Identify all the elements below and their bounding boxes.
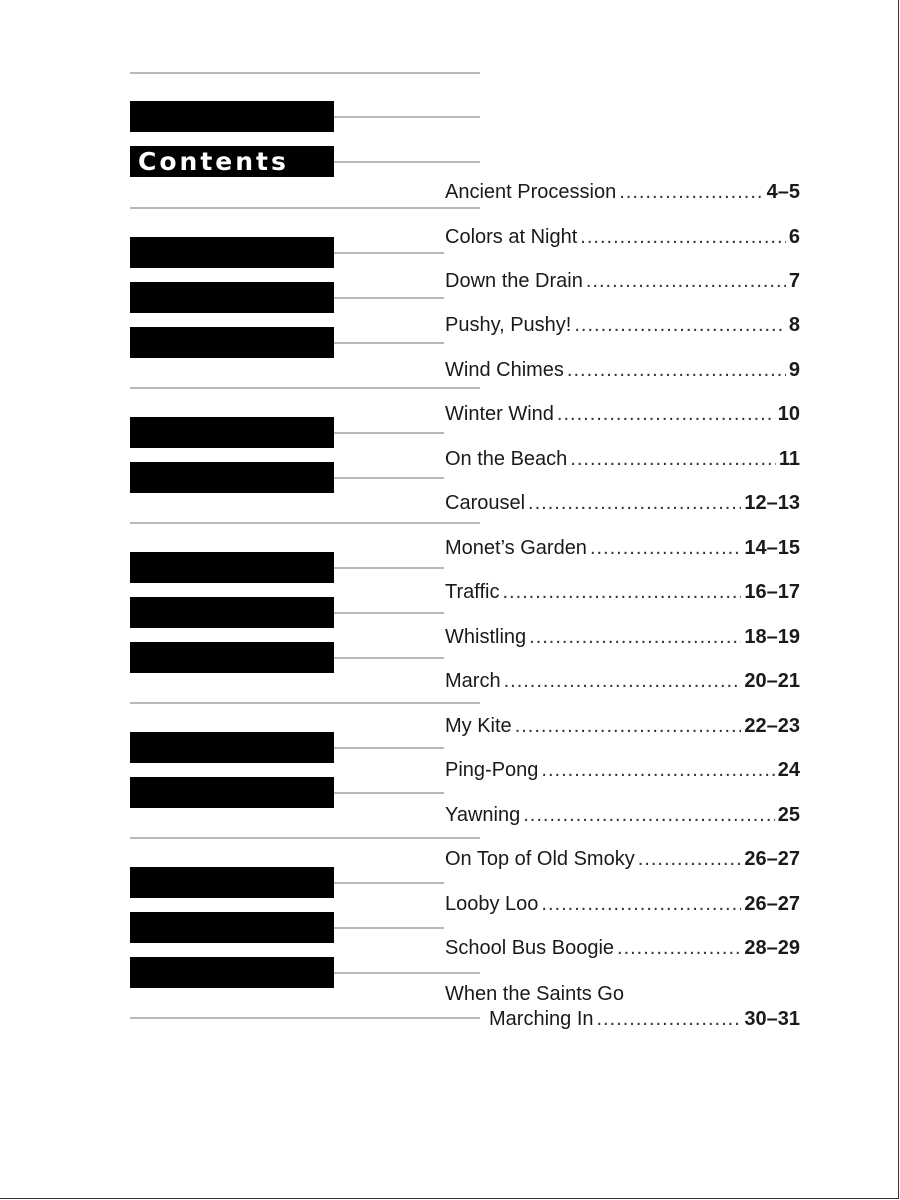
toc-entry[interactable] [445,354,800,386]
toc-entry[interactable] [445,532,800,564]
toc-title: Carousel [445,492,526,514]
toc-entry[interactable] [445,176,800,208]
toc-title: Pushy, Pushy! [445,314,572,336]
toc-page-number: 7 [788,270,800,292]
toc-title-line2: Marching In [489,1008,594,1030]
black-key [130,417,334,448]
toc-entry[interactable] [445,576,800,608]
toc-entry[interactable] [445,309,800,341]
toc-title-line1[interactable]: When the Saints Go [445,983,624,1005]
toc-dot-leader [580,221,786,253]
toc-dot-leader [638,843,742,875]
white-key-line [334,161,480,163]
toc-page-number: 14–15 [744,537,800,559]
toc-entry[interactable] [445,888,800,920]
toc-dot-leader [528,487,741,519]
toc-dot-leader [529,621,741,653]
toc-entry[interactable] [445,799,800,831]
toc-page-number: 28–29 [744,937,800,959]
toc-page-number: 8 [788,314,800,336]
toc-page-number: 12–13 [744,492,800,514]
white-key-line [334,612,444,614]
white-key-line [130,837,480,839]
toc-page-number: 9 [788,359,800,381]
toc-entry[interactable] [445,221,800,253]
toc-title: March [445,670,501,692]
toc-dot-leader [504,665,742,697]
white-key-line [334,747,444,749]
toc-dot-leader [515,710,742,742]
toc-dot-leader [502,576,741,608]
white-key-line [334,927,444,929]
toc-page-number: 10 [777,403,800,425]
toc-entry[interactable] [445,932,800,964]
toc-entry[interactable] [445,487,800,519]
white-key-line [130,387,480,389]
black-key [130,642,334,673]
toc-entry[interactable] [445,621,800,653]
black-key [130,552,334,583]
black-key [130,597,334,628]
toc-entry[interactable] [445,443,800,475]
black-key [130,282,334,313]
toc-title: On the Beach [445,448,568,470]
toc-title: Ancient Procession [445,181,617,203]
toc-dot-leader [619,176,763,208]
toc-entry[interactable] [445,398,800,430]
black-key [130,237,334,268]
toc-dot-leader [590,532,741,564]
toc-page-number: 11 [778,448,800,470]
toc-page-number: 20–21 [744,670,800,692]
toc-title: School Bus Boogie [445,937,615,959]
toc-dot-leader [574,309,786,341]
white-key-line [334,972,480,974]
toc-page-number: 6 [788,226,800,248]
toc-title: Down the Drain [445,270,583,292]
toc-title: Wind Chimes [445,359,564,381]
white-key-line [334,792,444,794]
toc-dot-leader [541,888,741,920]
toc-entry[interactable] [445,843,800,875]
toc-title: Whistling [445,626,527,648]
toc-entry[interactable] [445,754,800,786]
toc-dot-leader [617,932,741,964]
toc-dot-leader [523,799,775,831]
toc-page-number: 26–27 [744,848,800,870]
black-key [130,957,334,988]
black-key [130,462,334,493]
toc-page-number: 16–17 [744,581,800,603]
white-key-line [334,116,480,118]
toc-page-number: 22–23 [744,715,800,737]
toc-page-number: 4–5 [766,181,800,203]
white-key-line [334,477,444,479]
toc-dot-leader [570,443,776,475]
white-key-line [130,522,480,524]
toc-title: Yawning [445,804,521,826]
toc-page-number: 18–19 [744,626,800,648]
white-key-line [334,297,444,299]
toc-dot-leader [541,754,774,786]
toc-title: Traffic [445,581,500,603]
toc-page-number: 25 [777,804,800,826]
white-key-line [130,702,480,704]
toc-dot-leader [597,1003,742,1035]
toc-entry[interactable] [445,265,800,297]
toc-dot-leader [557,398,775,430]
white-key-line [130,207,480,209]
toc-title: Colors at Night [445,226,578,248]
toc-title: Winter Wind [445,403,554,425]
black-key [130,101,334,132]
toc-page-number: 24 [777,759,800,781]
toc-title: Monet’s Garden [445,537,587,559]
white-key-line [334,567,444,569]
toc-dot-leader [586,265,786,297]
black-key [130,867,334,898]
white-key-line [334,342,444,344]
white-key-line [334,432,444,434]
black-key [130,732,334,763]
black-key [130,327,334,358]
toc-dot-leader [567,354,786,386]
black-key [130,912,334,943]
white-key-line [130,72,480,74]
toc-title: Looby Loo [445,893,539,915]
white-key-line [334,252,444,254]
contents-heading: Contents [130,146,334,177]
toc-page-number: 30–31 [744,1008,800,1030]
toc-title: My Kite [445,715,512,737]
white-key-line [334,657,444,659]
toc-title: On Top of Old Smoky [445,848,635,870]
toc-entry[interactable] [489,1003,800,1035]
toc-entry[interactable] [445,665,800,697]
toc-title: Ping-Pong [445,759,539,781]
white-key-line [130,1017,480,1019]
toc-entry[interactable] [445,710,800,742]
white-key-line [334,882,444,884]
black-key [130,777,334,808]
toc-page-number: 26–27 [744,893,800,915]
